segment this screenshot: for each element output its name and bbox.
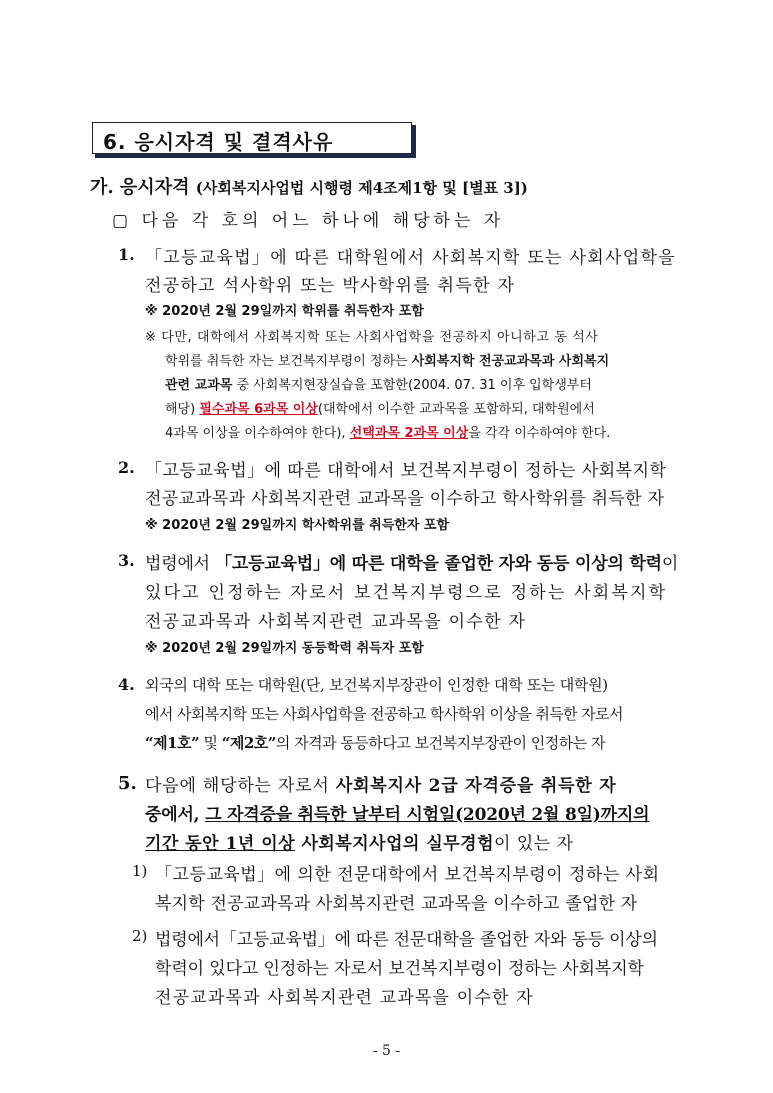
note2-text: 중 사회복지현장실습을 포함한(2004. 07. 31 이후 입학생부터 [232,378,592,393]
section-title: 6. 응시자격 및 결격사유 [103,130,334,154]
item5-number: 5. [118,773,137,794]
sub-heading-prefix: 가. 응시자격 [90,177,190,198]
item2-number: 2. [118,458,135,477]
item4-number: 4. [118,675,135,694]
item2-line2: 전공교과목과 사회복지관련 교과목을 이수하고 학사학위를 취득한 자 [145,489,665,509]
item3-line2: 있다고 인정하는 자로서 보건복지부령으로 정하는 사회복지학 [145,583,668,603]
note2-text: (대학에서 이수한 교과목을 포함하되, 대학원에서 [317,402,595,417]
item4-line3 [145,732,605,753]
item5-sub2-line2: 학력이 있다고 인정하는 자로서 보건복지부령이 정하는 사회복지학 [155,959,644,979]
page-number: - 5 - [372,1043,401,1059]
sub-heading-detail: (사회복지사업법 시행령 제4조제1항 및 [별표 3]) [195,179,528,197]
item3-line1 [145,549,678,574]
item5-line3 [145,829,574,854]
item5-text: 다음에 해당하는 자로서 [145,776,336,796]
item5-bold: 중에서, [145,805,206,825]
note2-text: 4과목 이상을 이수하여야 한다), [165,426,350,441]
item5-bold: 사회복지사 2급 자격증을 취득한 자 [335,776,617,796]
section-title-box [92,122,412,154]
item5-sub1-line2: 복지학 전공교과목과 사회복지관련 교과목을 이수하고 졸업한 자 [155,894,638,914]
note2-text: 을 각각 이수하여야 한다. [468,426,611,441]
note2-text: 학위를 취득한 자는 보건복지부령이 정하는 [165,354,412,369]
elective-courses-highlight: 선택과목 2과목 이상 [349,426,469,441]
item3-line3: 전공교과목과 사회복지관련 교과목을 이수한 자 [145,612,527,632]
item1-note2-line3 [165,374,592,393]
item5-sub2-number: 2) [132,927,148,945]
item4-line1: 외국의 대학 또는 대학원(단, 보건복지부장관이 인정한 대학 또는 대학원) [145,676,608,694]
note2-bold: 관련 교과목 [165,378,233,393]
item1-line2: 전공하고 석사학위 또는 박사학위를 취득한 자 [145,276,516,296]
item5-text: 이 있는 자 [494,834,574,854]
item4-text: 및 [199,734,222,752]
item5-line1 [145,771,616,796]
item1-number: 1. [118,245,135,264]
item5-underlined: 그 자격증을 취득한 날부터 시험일(2020년 2월 8일)까지의 [205,805,650,825]
item1-note2-line2 [165,350,609,369]
item2-note: ※ 2020년 2월 29일까지 학사학위를 취득한자 포함 [145,518,450,533]
item5-bold: 사회복지사업의 실무경험 [295,834,495,854]
item3-note: ※ 2020년 2월 29일까지 동등학력 취득자 포함 [145,641,424,656]
item5-underlined: 기간 동안 1년 이상 [145,834,296,854]
item3-number: 3. [118,551,135,570]
item1-note2-line4 [165,398,595,417]
item5-sub1-line1: 「고등교육법」에 의한 전문대학에서 보건복지부령이 정하는 사회 [155,865,660,885]
item4-line2: 에서 사회복지학 또는 사회사업학을 전공하고 학사학위 이상을 취득한 자로서 [145,705,623,723]
required-courses-highlight: 필수과목 6과목 이상 [199,402,318,417]
item5-line2 [145,800,649,825]
item3-text: 법령에서 [145,554,216,574]
condition-line: ▢ 다음 각 호의 어느 하나에 해당하는 자 [112,211,505,231]
item2-line1: 「고등교육법」에 따른 대학에서 보건복지부령이 정하는 사회복지학 [145,461,667,481]
item4-text: 의 자격과 동등하다고 보건복지부장관이 인정하는 자 [275,734,606,752]
item5-sub1-number: 1) [132,862,148,880]
item1-note2-line1: ※ 다만, 대학에서 사회복지학 또는 사회사업학을 전공하지 아니하고 동 석사 [145,330,599,345]
note2-text: 해당) [165,402,200,417]
item4-ref2: “제2호” [221,734,276,752]
item1-note2-line5 [165,422,610,441]
note2-bold: 사회복지학 전공교과목과 사회복지 [411,354,610,369]
sub-heading [90,173,528,199]
item1-note1: ※ 2020년 2월 29일까지 학위를 취득한자 포함 [145,304,424,319]
item3-bold: 「고등교육법」에 따른 대학을 졸업한 자와 동등 이상의 학력 [215,554,662,574]
item5-sub2-line3: 전공교과목과 사회복지관련 교과목을 이수한 자 [155,988,534,1008]
item4-ref1: “제1호” [145,734,200,752]
item1-line1: 「고등교육법」에 따른 대학원에서 사회복지학 또는 사회사업학을 [145,248,676,268]
item5-sub2-line1: 법령에서「고등교육법」에 따른 전문대학을 졸업한 자와 동등 이상의 [155,930,658,950]
item3-text: 이 [661,554,679,574]
